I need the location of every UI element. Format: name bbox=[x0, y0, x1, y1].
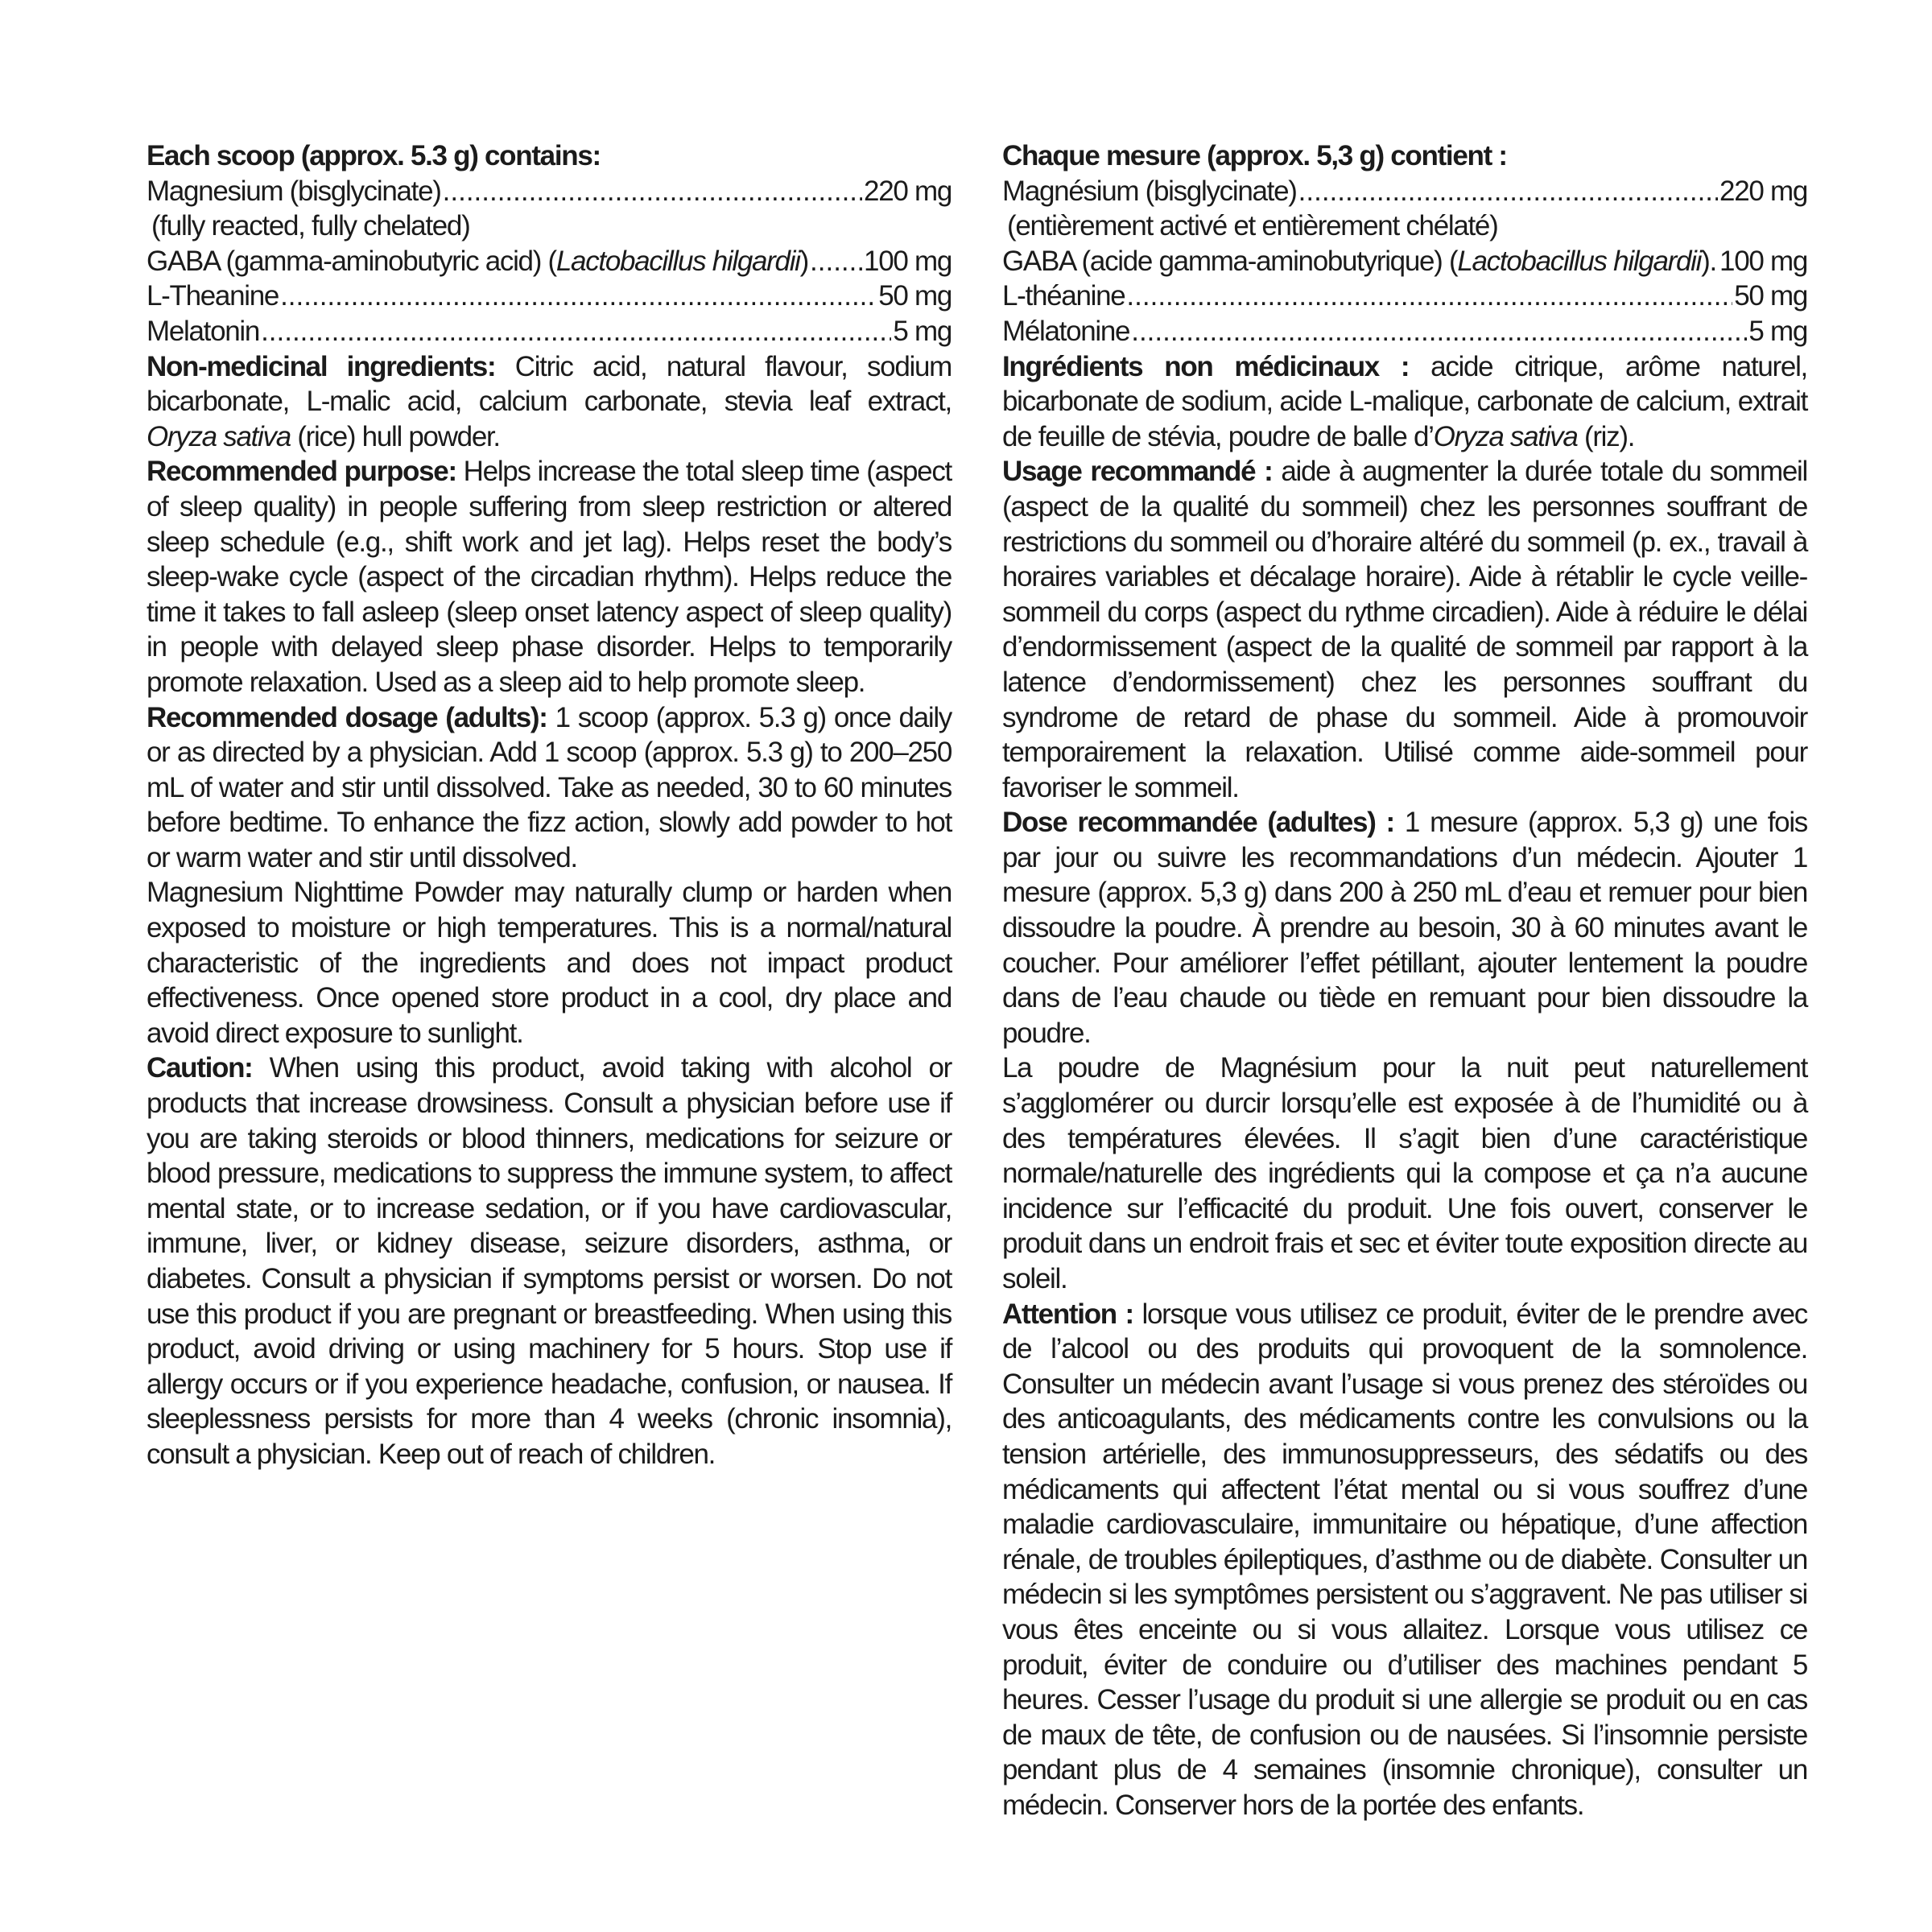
ingredient-row-theanine bbox=[147, 279, 952, 314]
leader-dots bbox=[810, 244, 862, 279]
recommended-purpose: Usage recommandé : aide à augmenter la durée totale du sommeil (aspect de la qualité du sommeil) chez les personnes souffrant de restrictions du sommeil ou d’horaire altéré du sommeil (p. ex., travail à horaires variables et décalage horaire). Aide à rétablir le cycle veille-sommeil du corps (aspect du rythme circadien). Aide à réduire le délai d’endormissement (aspect de la qualité de sommeil par rapport à la latence d’endormissement) chez les personnes souffrant du syndrome de retard de phase du sommeil. Aide à promouvoir temporairement la relaxation. Utilisé comme aide-sommeil pour favoriser le sommeil. bbox=[1002, 456, 1807, 803]
ingredient-row-theanine bbox=[1002, 279, 1807, 314]
ingredient-quantity: 50 mg bbox=[878, 280, 952, 312]
contents-heading: Each scoop (approx. 5.3 g) contains: bbox=[147, 140, 601, 171]
french-column bbox=[1002, 138, 1807, 1823]
ingredient-name: Mélatonine bbox=[1002, 315, 1130, 347]
ingredient-row-melatonin bbox=[1002, 314, 1807, 349]
ingredient-quantity: 5 mg bbox=[893, 315, 952, 347]
ingredient-row-magnesium bbox=[1002, 174, 1807, 209]
non-medicinal-ingredients: Ingrédients non médicinaux : acide citrique, arôme naturel, bicarbonate de sodium, acide L-malique, carbonate de calcium, extrait de feuille de stévia, poudre de balle d’Oryza sativa (riz). bbox=[1002, 350, 1807, 452]
ingredient-name: Melatonin bbox=[147, 315, 260, 347]
clumping-notice: Magnesium Nighttime Powder may naturally clump or harden when exposed to moisture or high temperatures. This is a normal/natural characteristic of the ingredients and does not impact product effectiveness. Once opened store product in a cool, dry place and avoid direct exposure to sunlight. bbox=[147, 877, 952, 1049]
leader-dots bbox=[261, 314, 891, 349]
contents-heading: Chaque mesure (approx. 5,3 g) contient : bbox=[1002, 140, 1507, 171]
recommended-dosage: Recommended dosage (adults): 1 scoop (approx. 5.3 g) once daily or as directed by a physician. Add 1 scoop (approx. 5.3 g) to 200–250 mL of water and stir until dissolved. Take as needed, 30 to 60 minutes before bedtime. To enhance the fizz action, slowly add powder to hot or warm water and stir until dissolved. bbox=[147, 701, 952, 873]
ingredient-row-gaba bbox=[1002, 244, 1807, 279]
ingredient-quantity: 100 mg bbox=[864, 245, 952, 277]
ingredient-row-gaba bbox=[147, 244, 952, 279]
leader-dots bbox=[1126, 279, 1732, 314]
ingredient-note: (fully reacted, fully chelated) bbox=[151, 210, 470, 242]
ingredient-name: L-théanine bbox=[1002, 280, 1125, 312]
recommended-purpose: Recommended purpose: Helps increase the total sleep time (aspect of sleep quality) in people suffering from sleep restriction or altered sleep schedule (e.g., shift work and jet lag). Helps reset the body’s sleep-wake cycle (aspect of the circadian rhythm). Helps reduce the time it takes to fall asleep (sleep onset latency aspect of sleep quality) in people with delayed sleep phase disorder. Helps to temporarily promote relaxation. Used as a sleep aid to help promote sleep. bbox=[147, 456, 952, 698]
ingredient-quantity: 220 mg bbox=[1719, 175, 1807, 207]
clumping-notice: La poudre de Magnésium pour la nuit peut naturellement s’agglomérer ou durcir lorsqu’elle est exposée à de l’humidité ou à des températures élevées. Il s’agit bien d’une caractéristique normale/naturelle des ingrédients qui la compose et ça n’a aucune incidence sur l’efficacité du produit. Une fois ouvert, conserver le produit dans un endroit frais et sec et éviter toute exposition directe au soleil. bbox=[1002, 1052, 1807, 1294]
ingredient-name: GABA (acide gamma-aminobutyrique) (Lactobacillus hilgardii). bbox=[1002, 245, 1716, 277]
ingredient-row-melatonin bbox=[147, 314, 952, 349]
ingredient-row-magnesium bbox=[147, 174, 952, 209]
ingredient-quantity: 50 mg bbox=[1734, 280, 1807, 312]
caution: Caution: When using this product, avoid taking with alcohol or products that increase drowsiness. Consult a physician before use if you are taking steroids or blood thinners, medications for seizure or blood pressure, medications to suppress the immune system, to affect mental state, or to increase sedation, or if you have cardiovascular, immune, liver, or kidney disease, seizure disorders, asthma, or diabetes. Consult a physician if symptoms persist or worsen. Do not use this product if you are pregnant or breastfeeding. When using this product, avoid driving or using machinery for 5 hours. Stop use if allergy occurs or if you experience headache, confusion, or nausea. If sleeplessness persists for more than 4 weeks (chronic insomnia), consult a physician. Keep out of reach of children. bbox=[147, 1052, 952, 1470]
ingredient-quantity: 100 mg bbox=[1719, 245, 1807, 277]
ingredient-note: (entièrement activé et entièrement chélaté) bbox=[1007, 210, 1498, 242]
ingredient-name: L-Theanine bbox=[147, 280, 279, 312]
leader-dots bbox=[443, 174, 862, 209]
recommended-dosage: Dose recommandée (adultes) : 1 mesure (approx. 5,3 g) une fois par jour ou suivre les recommandations d’un médecin. Ajouter 1 mesure (approx. 5,3 g) dans 200 à 250 mL d’eau et remuer pour bien dissoudre la poudre. À prendre au besoin, 30 à 60 minutes avant le coucher. Pour améliorer l’effet pétillant, ajouter lentement la poudre dans de l’eau chaude ou tiède en remuant pour bien dissoudre la poudre. bbox=[1002, 807, 1807, 1049]
ingredient-name: Magnesium (bisglycinate) bbox=[147, 175, 441, 207]
ingredient-name: Magnésium (bisglycinate) bbox=[1002, 175, 1297, 207]
ingredient-name: GABA (gamma-aminobutyric acid) (Lactobacillus hilgardii) bbox=[147, 245, 809, 277]
leader-dots bbox=[280, 279, 877, 314]
leader-dots bbox=[1131, 314, 1747, 349]
non-medicinal-ingredients: Non-medicinal ingredients: Citric acid, natural flavour, sodium bicarbonate, L-malic acid, calcium carbonate, stevia leaf extract, Oryza sativa (rice) hull powder. bbox=[147, 350, 952, 452]
ingredient-quantity: 220 mg bbox=[864, 175, 952, 207]
leader-dots bbox=[1298, 174, 1718, 209]
english-column bbox=[147, 138, 952, 1472]
ingredient-quantity: 5 mg bbox=[1748, 315, 1807, 347]
caution: Attention : lorsque vous utilisez ce produit, éviter de le prendre avec de l’alcool ou des produits qui provoquent de la somnolence. Consulter un médecin avant l’usage si vous prenez des stéroïdes ou des anticoagulants, des médicaments contre les convulsions ou la tension artérielle, des immunosuppresseurs, des sédatifs ou des médicaments qui affectent l’état mental ou si vous souffrez d’une maladie cardiovasculaire, immunitaire ou hépatique, d’une affection rénale, de troubles épileptiques, d’asthme ou de diabète. Consulter un médecin si les symptômes persistent ou s’aggravent. Ne pas utiliser si vous êtes enceinte ou si vous allaitez. Lorsque vous utilisez ce produit, éviter de conduire ou d’utiliser des machines pendant 5 heures. Cesser l’usage du produit si une allergie se produit ou en cas de maux de tête, de confusion ou de nausées. Si l’insomnie persiste pendant plus de 4 semaines (insomnie chronique), consulter un médecin. Conserver hors de la portée des enfants. bbox=[1002, 1298, 1807, 1821]
